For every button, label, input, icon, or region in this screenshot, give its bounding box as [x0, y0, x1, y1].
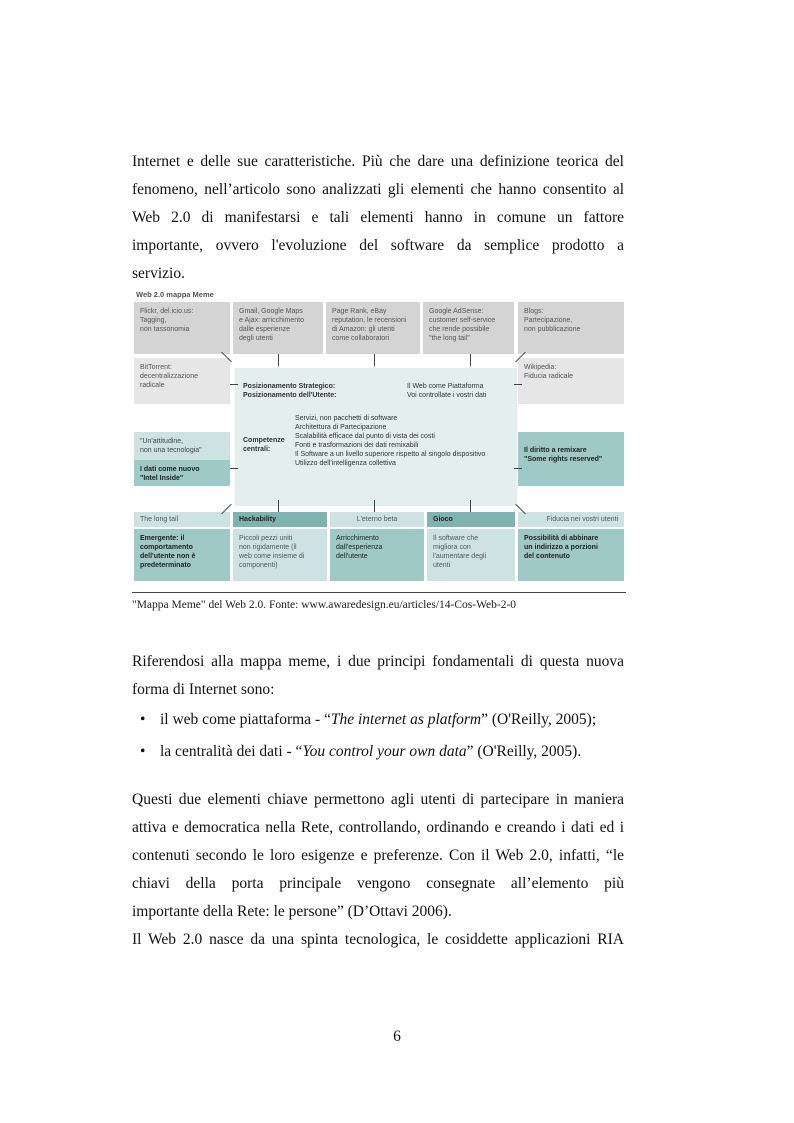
meme-label-gioco: Gioco	[427, 512, 515, 527]
connector-line	[470, 354, 471, 366]
page-number: 6	[393, 1028, 401, 1045]
meme-box-blogs: Blogs: Partecipazione, non pubblicazione	[518, 302, 624, 354]
connector-line	[374, 354, 375, 366]
text-line: servizio.	[132, 265, 185, 282]
meme-box-flickr: Flickr, del.icio.us: Tagging, non tassonomia	[134, 302, 230, 354]
connector-line	[374, 500, 375, 512]
meme-box-pagerank: Page Rank, eBay reputation, le recensioni di Amazon: gli utenti come collaboratori	[326, 302, 420, 354]
connector-line	[278, 354, 279, 366]
intro-paragraph	[132, 148, 624, 288]
meme-center-box	[235, 368, 517, 506]
text-line: Web 2.0 di manifestarsi e tali elementi hanno in comune un fattore	[132, 209, 624, 226]
meme-label-hackability: Hackability	[233, 512, 327, 527]
meme-map-figure	[134, 288, 624, 584]
connector-line	[514, 468, 522, 469]
connector-line	[470, 500, 471, 512]
meme-label-long-tail: The long tail	[134, 512, 230, 527]
meme-box-attitude: "Un'attitudine, non una tecnologia"	[140, 438, 202, 454]
connector-line	[278, 500, 279, 512]
text-line: importante della Rete: le persone” (D’Ottavi 2006).	[132, 903, 452, 920]
text-line: Il Web 2.0 nasce da una spinta tecnologica, le cosiddette applicazioni RIA	[132, 931, 624, 948]
list-item: • il web come piattaforma - “The internet as platform” (O'Reilly, 2005);	[140, 704, 630, 736]
text-line: chiavi della porta principale vengono consegnate all’elemento più	[132, 875, 624, 892]
connector-line	[230, 384, 238, 385]
competence-label: Competenze centrali:	[243, 437, 285, 453]
meme-box-bittorrent: BitTorrent: decentralizzazione radicale	[134, 358, 230, 404]
meme-box-arricchimento: Arricchimento dall'esperienza dell'utente	[330, 529, 424, 581]
strategic-value: Il Web come Piattaforma Voi controllate i vostri dati	[407, 383, 487, 399]
closing-paragraph	[132, 786, 624, 954]
text-line: contenuti secondo le loro esigenze e preferenze. Con il Web 2.0, infatti, “le	[132, 847, 624, 864]
bullet-glyph: •	[140, 711, 146, 728]
principles-list	[140, 704, 630, 768]
text-line: importante, ovvero l'evoluzione del software da semplice prodotto a	[132, 237, 624, 254]
text-line: forma di Internet sono:	[132, 681, 275, 698]
text-line: attiva e democratica nella Rete, controllando, ordinando e creando i dati ed i	[132, 819, 624, 836]
text-line: Internet e delle sue caratteristiche. Più che dare una definizione teorica del	[132, 153, 624, 170]
caption-rule	[132, 592, 626, 593]
meme-map-title: Web 2.0 mappa Meme	[136, 290, 214, 299]
strategic-label: Posizionamento Strategico: Posizionamento dell'Utente:	[243, 383, 337, 399]
meme-label-fiducia: Fiducia nei vostri utenti	[518, 512, 624, 527]
meme-box-piccoli-pezzi: Piccoli pezzi uniti non rigidamente (il web come insieme di componenti)	[233, 529, 327, 581]
connector-line	[230, 468, 238, 469]
meme-box-wikipedia: Wikipedia: Fiducia radicale	[518, 358, 624, 404]
list-item: • la centralità dei dati - “You control your own data” (O'Reilly, 2005).	[140, 736, 630, 768]
connector-line	[514, 384, 522, 385]
meme-box-abbinare: Possibilità di abbinare un indirizzo a porzioni del contenuto	[518, 529, 624, 581]
meme-box-intel: I dati come nuovo "Intel Inside"	[134, 460, 230, 486]
text-line: fenomeno, nell’articolo sono analizzati gli elementi che hanno consentito al	[132, 181, 624, 198]
figure-caption: "Mappa Meme" del Web 2.0. Fonte: www.awaredesign.eu/articles/14-Cos-Web-2-0	[132, 599, 517, 611]
meme-box-emergente: Emergente: il comportamento dell'utente non è predeterminato	[134, 529, 230, 581]
meme-box-gmail: Gmail, Google Maps e Ajax: arricchimento dalle esperienze degli utenti	[233, 302, 323, 354]
meme-box-adsense: Google AdSense: customer self-service che rende possibile "the long tail"	[423, 302, 514, 354]
competence-value: Servizi, non pacchetti di software Architettura di Partecipazione Scalabilità efficace dal punto di vista dei costi Fonti e trasformazioni dei dati remixabili Il Software a un livello superiore rispetto al singolo dispositivo Utilizzo dell'intelligenza collettiva	[295, 415, 486, 467]
text-line: Riferendosi alla mappa meme, i due principi fondamentali di questa nuova	[132, 653, 624, 670]
body-paragraph	[132, 648, 624, 704]
text-line: Questi due elementi chiave permettono agli utenti di partecipare in maniera	[132, 791, 624, 808]
meme-label-eterno-beta: L'eterno beta	[330, 512, 424, 527]
bullet-glyph: •	[140, 743, 146, 760]
meme-box-software: Il software che migliora con l'aumentare degli utenti	[427, 529, 515, 581]
meme-box-remix: Il diritto a remixare "Some rights reserved"	[518, 432, 624, 486]
